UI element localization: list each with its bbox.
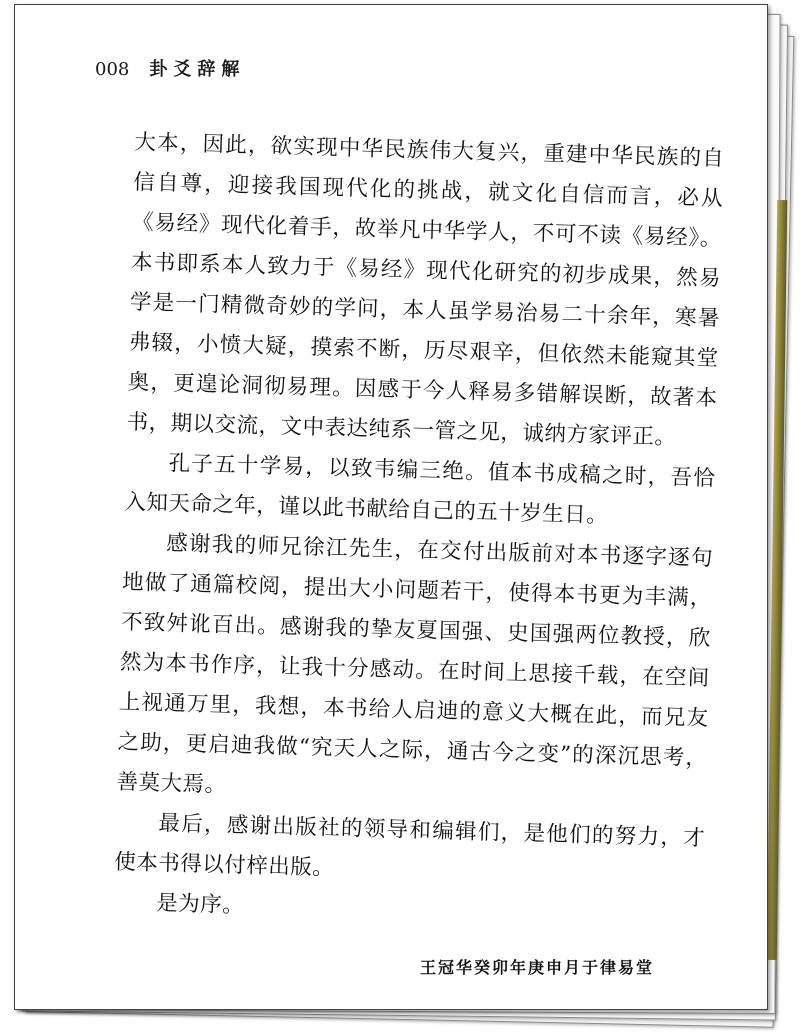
book-page <box>14 4 768 1010</box>
preface-body <box>113 123 725 939</box>
paragraph-5: 是为序。 <box>155 890 245 919</box>
paragraph-4: 最后，感谢出版社的领导和编辑们，是他们的努力，才使本书得以付梓出版。 <box>114 810 706 881</box>
page-number: 008 <box>95 59 130 80</box>
author-signature: 王冠华癸卯年庚申月于律易堂 <box>420 958 655 977</box>
running-header <box>95 55 245 81</box>
paragraph-2: 孔子五十学易，以致韦编三绝。值本书成稿之时，吾恰入知天命之年，谨以此书献给自己的五十岁生日。 <box>124 451 716 529</box>
paragraph-3: 感谢我的师兄徐江先生，在交付出版前对本书逐字逐句地做了通篇校阅，提出大小问题若干，使得本书更为丰满，不致舛讹百出。感谢我的挚友夏国强、史国强两位教授，欣然为本书作序，让我十分感动。在时间上思接千载，在空间上视通万里，我想，本书给人启迪的意义大概在此，而兄友之助，更启迪我做“究天人之际，通古今之变”的深沉思考，善莫大焉。 <box>116 531 714 798</box>
paragraph-1: 大本，因此，欲实现中华民族伟大复兴，重建中华民族的自信自尊，迎接我国现代化的挑战，就文化自信而言，必从《易经》现代化着手，故举凡中华学人，不可不读《易经》。本书即系本人致力于《易经》现代化研究的初步成果，然易学是一门精微奇妙的学问，本人虽学易治易二十余年，寒暑弗辍，小愤大疑，摸索不断，历尽艰辛，但依然未能窥其堂奥，更遑论洞彻易理。因感于今人释易多错解误断，故著本书，期以交流，文中表达纯系一管之见，诚纳方家评正。 <box>126 129 725 451</box>
book-title: 卦爻辞解 <box>149 59 246 80</box>
